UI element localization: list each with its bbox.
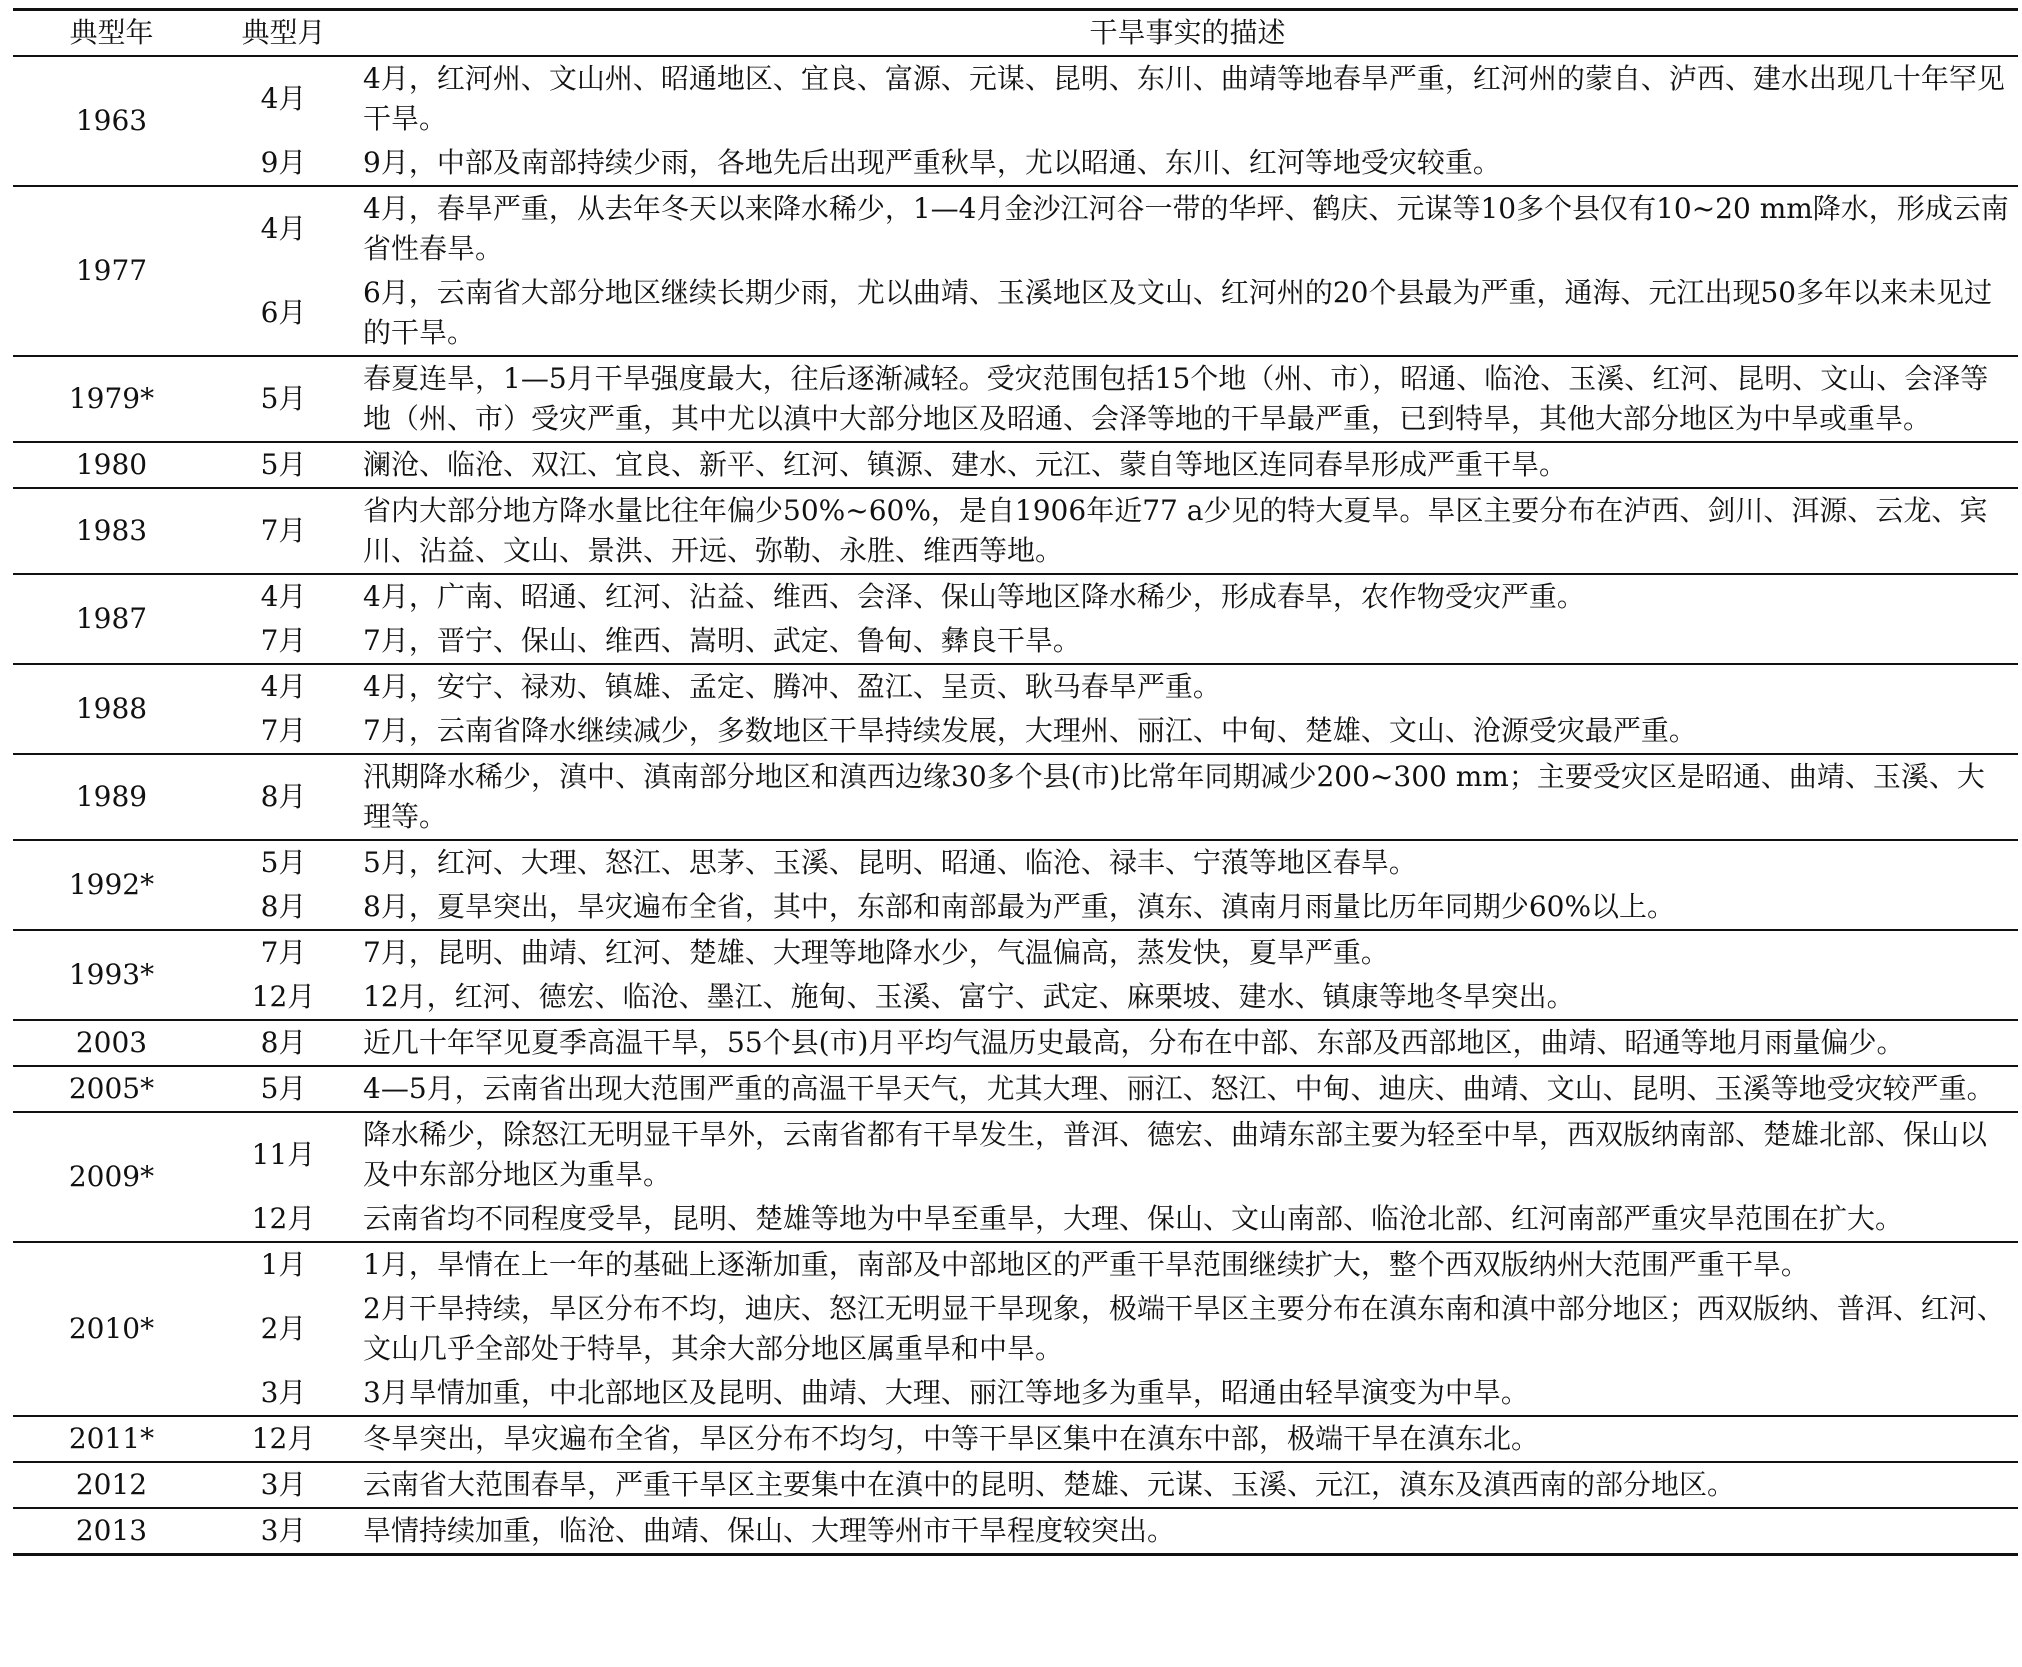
table-row: [13, 664, 2018, 709]
table-row: [13, 1287, 2018, 1371]
table-body: [13, 56, 2018, 1555]
drought-description-cell: 1月，旱情在上一年的基础上逐渐加重，南部及中部地区的严重干旱范围继续扩大，整个西双版纳州大范围严重干旱。: [357, 1242, 2018, 1287]
typical-month-cell: 8月: [210, 754, 357, 840]
table-row: [13, 56, 2018, 141]
typical-month-cell: 4月: [210, 574, 357, 619]
header-year: 典型年: [13, 10, 210, 57]
typical-year-cell: 1987: [13, 574, 210, 664]
typical-month-cell: 8月: [260, 890, 307, 923]
typical-month-cell: 6月: [260, 296, 307, 329]
drought-description-cell: 汛期降水稀少，滇中、滇南部分地区和滇西边缘30多个县(市)比常年同期减少200~300 mm；主要受灾区是昭通、曲靖、玉溪、大理等。: [357, 754, 2018, 840]
drought-description-cell: 7月，云南省降水继续减少，多数地区干旱持续发展，大理州、丽江、中甸、楚雄、文山、沧源受灾最严重。: [363, 714, 1697, 747]
table-row: [13, 619, 2018, 664]
typical-month-cell: 4月: [210, 56, 357, 141]
table-row: [13, 186, 2018, 271]
header-description: 干旱事实的描述: [357, 10, 2018, 57]
table-row: [13, 1242, 2018, 1287]
typical-month-cell: 12月: [251, 980, 316, 1013]
drought-description-cell: 7月，晋宁、保山、维西、嵩明、武定、鲁甸、彝良干旱。: [363, 624, 1081, 657]
typical-month-cell: 12月: [210, 1416, 357, 1462]
drought-description-cell: 4月，广南、昭通、红河、沾益、维西、会泽、保山等地区降水稀少，形成春旱，农作物受灾严重。: [357, 574, 2018, 619]
drought-description-cell: 5月，红河、大理、怒江、思茅、玉溪、昆明、昭通、临沧、禄丰、宁蒗等地区春旱。: [357, 840, 2018, 885]
drought-description-cell: 春夏连旱，1—5月干旱强度最大，往后逐渐减轻。受灾范围包括15个地（州、市），昭通、临沧、玉溪、红河、昆明、文山、会泽等地（州、市）受灾严重，其中尤以滇中大部分地区及昭通、会泽等地的干旱最严重，已到特旱，其他大部分地区为中旱或重旱。: [357, 356, 2018, 442]
drought-description-cell: 省内大部分地方降水量比往年偏少50%~60%，是自1906年近77 a少见的特大夏旱。旱区主要分布在泸西、剑川、洱源、云龙、宾川、沾益、文山、景洪、开远、弥勒、永胜、维西等地。: [357, 488, 2018, 574]
typical-year-cell: 1983: [13, 488, 210, 574]
drought-description-cell: 旱情持续加重，临沧、曲靖、保山、大理等州市干旱程度较突出。: [357, 1508, 2018, 1555]
table-row: [13, 1416, 2018, 1462]
typical-year-cell: 1977: [13, 186, 210, 356]
drought-description-cell: 9月，中部及南部持续少雨，各地先后出现严重秋旱，尤以昭通、东川、红河等地受灾较重。: [363, 146, 1501, 179]
typical-month-cell: 7月: [260, 624, 307, 657]
typical-year-cell: 2011*: [13, 1416, 210, 1462]
typical-month-cell: 7月: [210, 930, 357, 975]
table-row: [13, 1020, 2018, 1066]
typical-month-cell: 5月: [210, 356, 357, 442]
drought-description-cell: 近几十年罕见夏季高温干旱，55个县(市)月平均气温历史最高，分布在中部、东部及西部地区，曲靖、昭通等地月雨量偏少。: [357, 1020, 2018, 1066]
typical-year-cell: 1980: [13, 442, 210, 488]
typical-month-cell: 2月: [260, 1312, 307, 1345]
typical-month-cell: 3月: [260, 1376, 307, 1409]
drought-description-cell: 4月，红河州、文山州、昭通地区、宜良、富源、元谋、昆明、东川、曲靖等地春旱严重，红河州的蒙自、泸西、建水出现几十年罕见干旱。: [357, 56, 2018, 141]
table-row: [13, 1112, 2018, 1197]
table-row: [13, 1462, 2018, 1508]
drought-description-cell: 降水稀少，除怒江无明显干旱外，云南省都有干旱发生，普洱、德宏、曲靖东部主要为轻至中旱，西双版纳南部、楚雄北部、保山以及中东部分地区为重旱。: [357, 1112, 2018, 1197]
table-row: [13, 1371, 2018, 1416]
drought-description-cell: 冬旱突出，旱灾遍布全省，旱区分布不均匀，中等干旱区集中在滇东中部，极端干旱在滇东北。: [357, 1416, 2018, 1462]
table-row: [13, 1066, 2018, 1112]
drought-description-cell: 4—5月，云南省出现大范围严重的高温干旱天气，尤其大理、丽江、怒江、中甸、迪庆、曲靖、文山、昆明、玉溪等地受灾较严重。: [357, 1066, 2018, 1112]
typical-year-cell: 1979*: [13, 356, 210, 442]
drought-description-cell: 澜沧、临沧、双江、宜良、新平、红河、镇源、建水、元江、蒙自等地区连同春旱形成严重干旱。: [357, 442, 2018, 488]
typical-month-cell: 4月: [210, 664, 357, 709]
typical-month-cell: 7月: [210, 488, 357, 574]
drought-description-cell: 4月，安宁、禄劝、镇雄、孟定、腾冲、盈江、呈贡、耿马春旱严重。: [357, 664, 2018, 709]
typical-month-cell: 12月: [251, 1202, 316, 1235]
drought-description-cell: 3月旱情加重，中北部地区及昆明、曲靖、大理、丽江等地多为重旱，昭通由轻旱演变为中旱。: [363, 1376, 1529, 1409]
typical-month-cell: 9月: [260, 146, 307, 179]
drought-description-cell: 云南省均不同程度受旱，昆明、楚雄等地为中旱至重旱，大理、保山、文山南部、临沧北部、红河南部严重灾旱范围在扩大。: [363, 1202, 1904, 1235]
typical-month-cell: 5月: [210, 442, 357, 488]
table-row: [13, 754, 2018, 840]
table-row: [13, 975, 2018, 1020]
drought-description-cell: 2月干旱持续，旱区分布不均，迪庆、怒江无明显干旱现象，极端干旱区主要分布在滇东南和滇中部分地区；西双版纳、普洱、红河、文山几乎全部处于特旱，其余大部分地区属重旱和中旱。: [363, 1292, 2005, 1365]
typical-month-cell: 3月: [210, 1508, 357, 1555]
typical-month-cell: 4月: [210, 186, 357, 271]
table-row: [13, 709, 2018, 754]
typical-year-cell: 2009*: [13, 1112, 210, 1242]
table-row: [13, 356, 2018, 442]
table-row: [13, 488, 2018, 574]
drought-description-cell: 12月，红河、德宏、临沧、墨江、施甸、玉溪、富宁、武定、麻栗坡、建水、镇康等地冬旱突出。: [363, 980, 1575, 1013]
typical-month-cell: 3月: [210, 1462, 357, 1508]
drought-table: [13, 8, 2018, 1556]
drought-description-cell: 4月，春旱严重，从去年冬天以来降水稀少，1—4月金沙江河谷一带的华坪、鹤庆、元谋等10多个县仅有10~20 mm降水，形成云南省性春旱。: [357, 186, 2018, 271]
typical-year-cell: 2005*: [13, 1066, 210, 1112]
table-row: [13, 1508, 2018, 1555]
table-row: [13, 885, 2018, 930]
typical-year-cell: 1989: [13, 754, 210, 840]
header-month: 典型月: [210, 10, 357, 57]
typical-month-cell: 8月: [210, 1020, 357, 1066]
table-row: [13, 271, 2018, 356]
typical-year-cell: 1988: [13, 664, 210, 754]
typical-month-cell: 1月: [210, 1242, 357, 1287]
typical-month-cell: 11月: [210, 1112, 357, 1197]
table-row: [13, 1197, 2018, 1242]
typical-month-cell: 5月: [210, 840, 357, 885]
typical-year-cell: 2003: [13, 1020, 210, 1066]
table-row: [13, 574, 2018, 619]
typical-year-cell: 2012: [13, 1462, 210, 1508]
typical-month-cell: 5月: [210, 1066, 357, 1112]
typical-year-cell: 1963: [13, 56, 210, 186]
drought-description-cell: 8月，夏旱突出，旱灾遍布全省，其中，东部和南部最为严重，滇东、滇南月雨量比历年同期少60%以上。: [363, 890, 1676, 923]
drought-description-cell: 7月，昆明、曲靖、红河、楚雄、大理等地降水少，气温偏高，蒸发快，夏旱严重。: [357, 930, 2018, 975]
table-row: [13, 840, 2018, 885]
drought-description-cell: 6月，云南省大部分地区继续长期少雨，尤以曲靖、玉溪地区及文山、红河州的20个县最为严重，通海、元江出现50多年以来未见过的干旱。: [363, 276, 1993, 349]
typical-year-cell: 2010*: [13, 1242, 210, 1416]
typical-year-cell: 1993*: [13, 930, 210, 1020]
drought-description-cell: 云南省大范围春旱，严重干旱区主要集中在滇中的昆明、楚雄、元谋、玉溪、元江，滇东及滇西南的部分地区。: [357, 1462, 2018, 1508]
table-row: [13, 930, 2018, 975]
table-row: [13, 442, 2018, 488]
typical-year-cell: 1992*: [13, 840, 210, 930]
table-row: [13, 141, 2018, 186]
table-header: [13, 10, 2018, 57]
typical-month-cell: 7月: [260, 714, 307, 747]
typical-year-cell: 2013: [13, 1508, 210, 1555]
